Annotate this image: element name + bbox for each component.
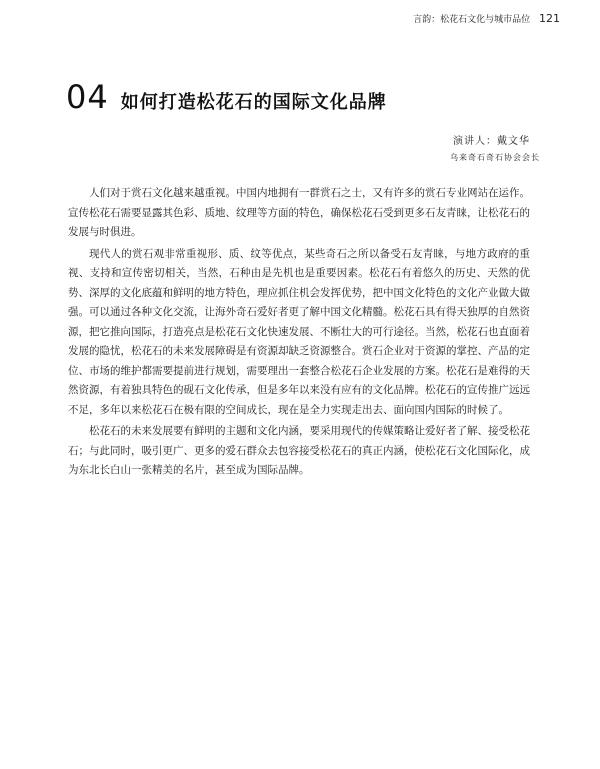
chapter-heading bbox=[66, 78, 387, 116]
chapter-title: 如何打造松花石的国际文化品牌 bbox=[120, 92, 387, 113]
paragraph: 松花石的未来发展要有鲜明的主题和文化内涵，要采用现代的传媒策略让爱好者了解、接受松花石；与此同时，吸引更广、更多的爱石群众去包容接受松花石的真正内涵，使松花石文化国际化，成为东北长白山一张精美的名片，甚至成为国际品牌。 bbox=[68, 425, 530, 476]
running-title: 言韵：松花石文化与城市品位 bbox=[413, 15, 531, 25]
speaker-role: 乌来奇石奇石协会会长 bbox=[450, 153, 540, 162]
paragraph: 现代人的赏石观非常重视形、质、纹等优点，某些奇石之所以备受石友青睐，与地方政府的重视、支持和宣传密切相关，当然，石种由是先机也是重要因素。松花石有着悠久的历史、天然的优势、深厚的文化底蕴和鲜明的地方特色，理应抓住机会发挥优势，把中国文化特色的文化产业做大做强。可以通过各种文化交流，让海外奇石爱好者更了解中国文化精髓。松花石具有得天独厚的自然资源，把它推向国际，打造亮点是松花石文化快速发展、不断壮大的可行途径。当然，松花石也直面着发展的隐忧，松花石的未来发展障碍是有资源却缺乏资源整合。赏石企业对于资源的掌控、产品的定位、市场的维护都需要提前进行规划，需要理出一套整合松花石企业发展的方案。松花石是难得的天然资源，有着独具特色的砚石文化传承，但是多年以来没有应有的文化品牌。松花石的宣传推广远远不足，多年以来松花石在极有限的空间成长，现在是全力实现走出去、面向国内国际的时候了。 bbox=[68, 247, 530, 416]
page-number: 121 bbox=[539, 12, 560, 25]
paragraph: 人们对于赏石文化越来越重视。中国内地拥有一群赏石之士，又有许多的赏石专业网站在运作。宣传松花石需要显露其色彩、质地、纹理等方面的特色，确保松花石受到更多石友青睐，让松花石的发展与时俱进。 bbox=[68, 187, 530, 238]
chapter-number: 04 bbox=[66, 78, 109, 116]
running-header bbox=[413, 12, 560, 25]
speaker-name: 演讲人：戴文华 bbox=[453, 136, 530, 147]
article-body bbox=[68, 184, 530, 483]
